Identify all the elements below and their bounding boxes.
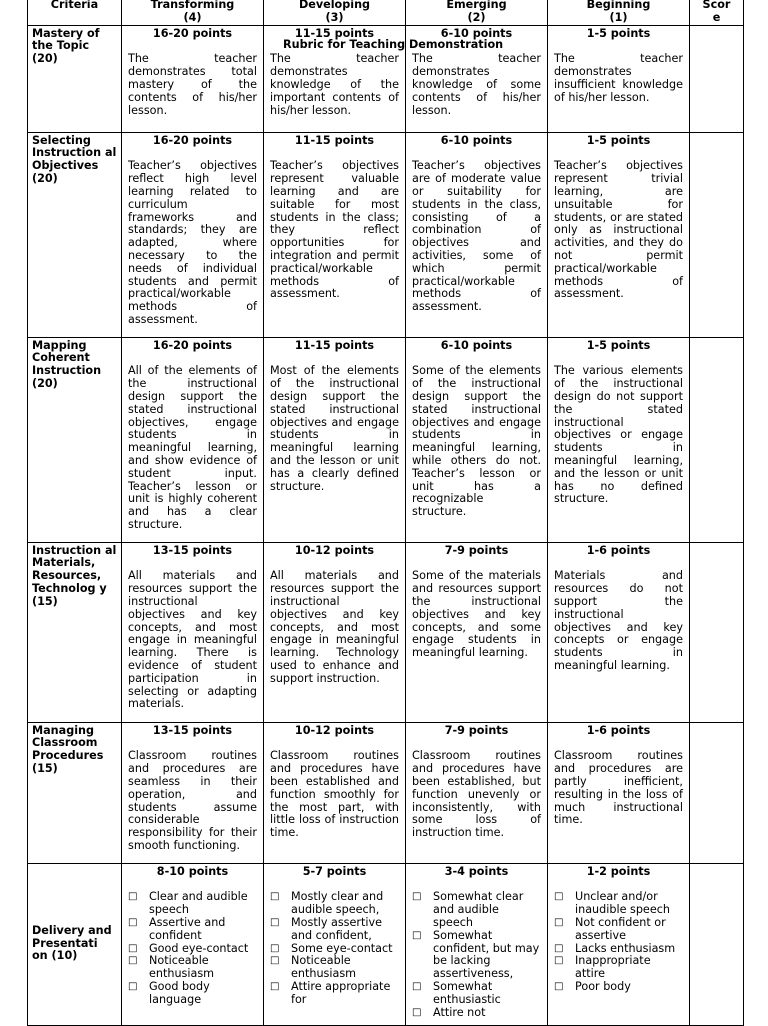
criterion-cell: Delivery and Presentati on (10) [28, 863, 122, 1025]
descriptor-text: Classroom routines and procedures have been established and function smoothly for the most part, with little loss of instruction time. [270, 749, 399, 840]
points-label: 1-5 points [586, 338, 651, 352]
rubric-cell [548, 337, 690, 542]
level-header-developing: Developing (3) [264, 0, 406, 25]
descriptor-text: The teacher demonstrates total mastery of the contents of his/her lesson. [128, 52, 257, 117]
criterion-cell: Mapping Coherent Instruction (20) [28, 337, 122, 542]
checkbox-item[interactable]: □ Mostly assertive and confident, [270, 917, 399, 943]
descriptor-text: The teacher demonstrates knowledge of the important contents of his/her lesson. [270, 52, 399, 117]
rubric-cell [264, 132, 406, 337]
points-label: 6-10 points [440, 133, 513, 147]
checkbox-item[interactable]: □ Not confident or assertive [554, 917, 683, 943]
checkbox-item[interactable]: □ Somewhat clear and audible speech [412, 891, 541, 929]
points-label: 1-6 points [586, 723, 651, 737]
criterion-cell: Selecting Instruction al Objectives (20) [28, 132, 122, 337]
rubric-cell [406, 722, 548, 863]
score-cell[interactable] [690, 25, 744, 132]
rubric-cell [264, 863, 406, 1025]
points-label: 7-9 points [444, 723, 509, 737]
checkbox-item[interactable]: □ Noticeable enthusiasm [270, 955, 399, 981]
rubric-cell [122, 863, 264, 1025]
checklist [412, 891, 541, 1019]
rubric-cell [406, 542, 548, 722]
checkbox-item[interactable]: □ Inappropriate attire [554, 955, 683, 981]
checklist [270, 891, 399, 1006]
points-label: 13-15 points [152, 723, 233, 737]
level-header-emerging: Emerging (2) [406, 0, 548, 25]
descriptor-text: The teacher demonstrates knowledge of some contents of his/her lesson. [412, 52, 541, 117]
points-label: 3-4 points [444, 864, 509, 878]
points-label: 10-12 points [294, 543, 375, 557]
points-label: 16-20 points [152, 133, 233, 147]
points-label: 11-15 points [294, 133, 375, 147]
rubric-cell [264, 722, 406, 863]
rubric-cell [548, 722, 690, 863]
points-label: 13-15 points [152, 543, 233, 557]
rubric-cell [548, 132, 690, 337]
level-header-beginning: Beginning (1) [548, 0, 690, 25]
points-label: 1-5 points [586, 133, 651, 147]
checkbox-item[interactable]: □ Some eye-contact [270, 943, 399, 956]
score-header: Scor e [690, 0, 744, 25]
points-label: 11-15 points [294, 26, 375, 40]
level-header-transforming: Transforming (4) [122, 0, 264, 25]
checkbox-item[interactable]: □ Somewhat confident, but may be lacking assertiveness, [412, 930, 541, 981]
rubric-table [27, 0, 744, 1026]
points-label: 11-15 points [294, 338, 375, 352]
rubric-cell [122, 542, 264, 722]
descriptor-text: Most of the elements of the instructional design support the stated instructional objectives and engage students in meaningful learning and the lesson or unit has a clearly defined structure. [270, 364, 399, 493]
criterion-cell: Managing Classroom Procedures (15) [28, 722, 122, 863]
rubric-cell [548, 25, 690, 132]
descriptor-text: Teacher’s objectives represent trivial learning, are unsuitable for students, or are stated only as instructional activities, and they do not permit practical/workable methods of assessment. [554, 159, 683, 301]
descriptor-text: Classroom routines and procedures have been established, but function unevenly or inconsistently, with some loss of instruction time. [412, 749, 541, 840]
descriptor-text: Some of the elements of the instructional design support the stated instructional objectives and engage students in meaningful learning, while others do not. Teacher’s lesson or unit has a recognizable structure. [412, 364, 541, 519]
descriptor-text: Teacher’s objectives represent valuable learning and are suitable for most students in the class; they reflect opportunities for integration and permit practical/workable methods of assessment. [270, 159, 399, 301]
points-label: 16-20 points [152, 26, 233, 40]
rubric-row-objectives [28, 132, 744, 337]
descriptor-text: Materials and resources do not support the instructional objectives and key concepts or engage students in meaningful learning. [554, 569, 683, 672]
checkbox-item[interactable]: □ Mostly clear and audible speech, [270, 891, 399, 917]
checkbox-item[interactable]: □ Good eye-contact [128, 943, 257, 956]
rubric-row-mapping [28, 337, 744, 542]
descriptor-text: All of the elements of the instructional design support the stated instructional objectives, engage students in meaningful learning, and show evidence of student input. Teacher’s lesson or unit is highly coherent and has a clear structure. [128, 364, 257, 531]
points-label: 6-10 points [440, 338, 513, 352]
checkbox-item[interactable]: □ Attire not [412, 1007, 541, 1020]
points-label: 8-10 points [156, 864, 229, 878]
checkbox-item[interactable]: □ Good body language [128, 981, 257, 1007]
checkbox-item[interactable]: □ Assertive and confident [128, 917, 257, 943]
criterion-cell: Mastery of the Topic (20) [28, 25, 122, 132]
score-cell[interactable] [690, 132, 744, 337]
rubric-cell [122, 132, 264, 337]
rubric-cell [406, 863, 548, 1025]
rubric-cell [406, 132, 548, 337]
rubric-cell [406, 337, 548, 542]
rubric-row-materials [28, 542, 744, 722]
rubric-cell [548, 542, 690, 722]
document-title: Rubric for Teaching Demonstration [283, 38, 504, 51]
rubric-cell [122, 722, 264, 863]
criterion-cell: Instruction al Materials, Resources, Technolog y (15) [28, 542, 122, 722]
rubric-row-delivery [28, 863, 744, 1025]
rubric-cell [264, 337, 406, 542]
points-label: 10-12 points [294, 723, 375, 737]
rubric-cell [548, 863, 690, 1025]
points-label: 5-7 points [302, 864, 367, 878]
points-label: 1-5 points [586, 26, 651, 40]
checkbox-item[interactable]: □ Somewhat enthusiastic [412, 981, 541, 1007]
rubric-row-procedures [28, 722, 744, 863]
checklist [128, 891, 257, 1006]
descriptor-text: Classroom routines and procedures are partly inefficient, resulting in the loss of much instructional time. [554, 749, 683, 827]
checkbox-item[interactable]: □ Clear and audible speech [128, 891, 257, 917]
descriptor-text: Classroom routines and procedures are seamless in their operation, and students assume considerable responsibility for their smooth functioning. [128, 749, 257, 852]
checkbox-item[interactable]: □ Unclear and/or inaudible speech [554, 891, 683, 917]
criteria-header: Criteria [28, 0, 122, 25]
score-cell[interactable] [690, 722, 744, 863]
points-label: 16-20 points [152, 338, 233, 352]
points-label: 1-2 points [586, 864, 651, 878]
points-label: 1-6 points [586, 543, 651, 557]
descriptor-text: All materials and resources support the instructional objectives and key concepts, and most engage in meaningful learning. There is evidence of student participation in selecting or adapting materials. [128, 569, 257, 711]
points-label: 7-9 points [444, 543, 509, 557]
checkbox-item[interactable]: □ Poor body [554, 981, 683, 994]
score-cell[interactable] [690, 337, 744, 542]
checkbox-item[interactable]: □ Lacks enthusiasm [554, 943, 683, 956]
descriptor-text: Some of the materials and resources support the instructional objectives and key concepts, and some engage students in meaningful learning. [412, 569, 541, 660]
descriptor-text: The various elements of the instructional design do not support the stated instructional objectives or engage students in meaningful learning, and the lesson or unit has no defined structure. [554, 364, 683, 506]
checklist [554, 891, 683, 993]
checkbox-item[interactable]: □ Noticeable enthusiasm [128, 955, 257, 981]
descriptor-text: The teacher demonstrates insufficient knowledge of his/her lesson. [554, 52, 683, 104]
descriptor-text: All materials and resources support the instructional objectives and key concepts, and most engage in meaningful learning. Technology used to enhance and support instruction. [270, 569, 399, 685]
rubric-cell [122, 337, 264, 542]
checkbox-item[interactable]: □ Attire appropriate for [270, 981, 399, 1007]
points-label: 6-10 points [440, 26, 513, 40]
header-row [28, 0, 744, 25]
rubric-cell [264, 542, 406, 722]
descriptor-text: Teacher’s objectives reflect high level learning related to curriculum frameworks and standards; they are adapted, where necessary to the needs of individual students and permit practical/workable methods of assessment. [128, 159, 257, 326]
score-cell[interactable] [690, 542, 744, 722]
score-cell[interactable] [690, 863, 744, 1025]
descriptor-text: Teacher’s objectives are of moderate value or suitability for students in the class, consisting of a combination of objectives and activities, some of which permit practical/workable methods of assessment. [412, 159, 541, 314]
rubric-cell [122, 25, 264, 132]
